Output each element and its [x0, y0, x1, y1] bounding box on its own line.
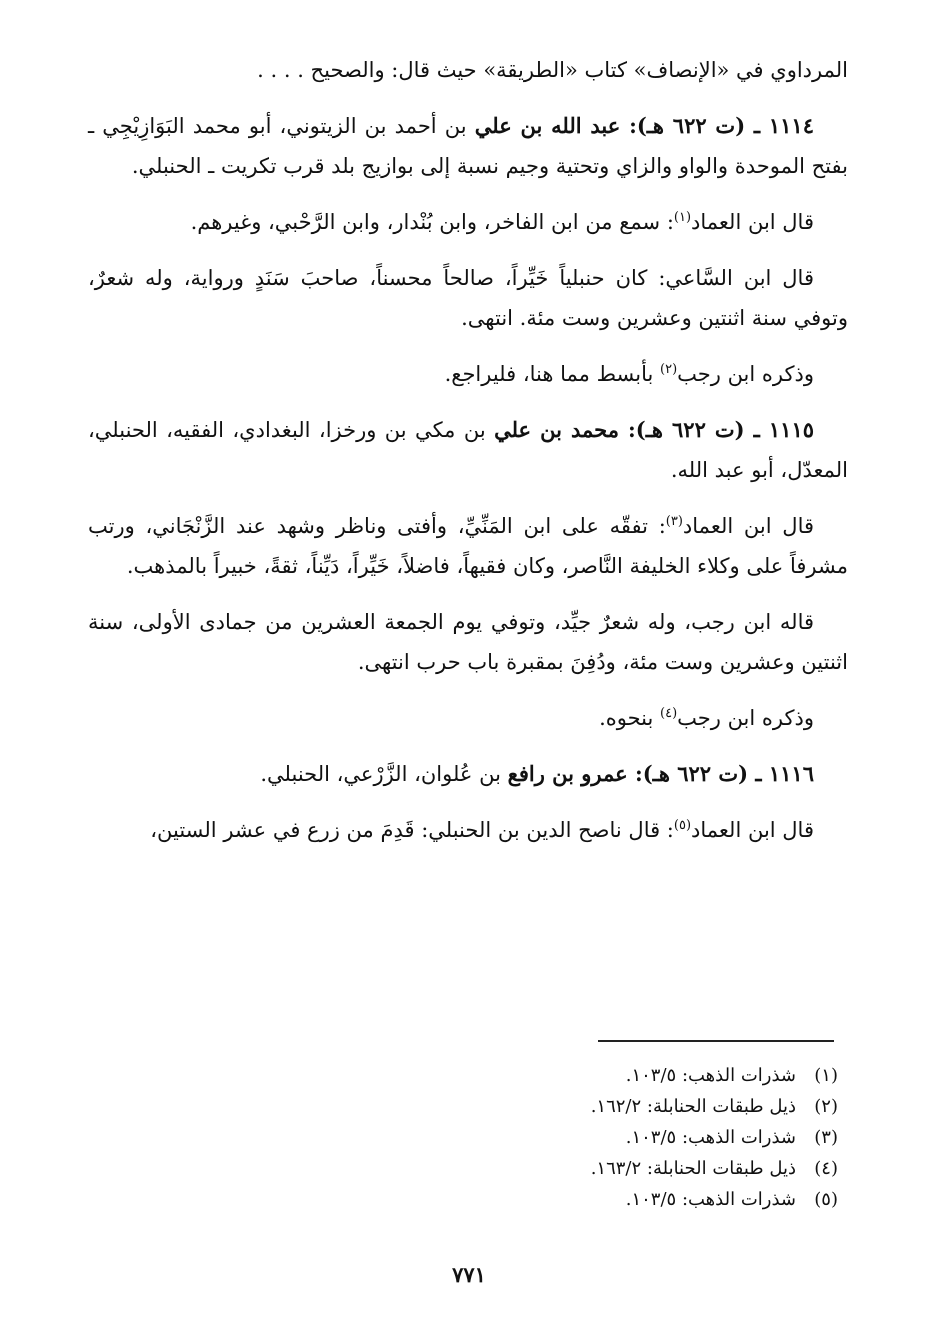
entry-number: ١١١٤ ـ (ت ٦٢٢ هـ): [620, 113, 814, 138]
entry-name: عبد الله بن علي [474, 113, 621, 138]
footnote-item [418, 1091, 838, 1122]
entry-1115 [88, 410, 848, 490]
paragraph-imad-3 [88, 810, 848, 850]
quote-text: : قال ناصح الدين بن الحنبلي: قَدِمَ من زرع في عشر الستين، [150, 818, 674, 842]
quote-text: بنحوه. [599, 706, 661, 730]
paragraph-rajab-said [88, 602, 848, 682]
quote-text: بأبسط مما هنا، فليراجع. [444, 362, 661, 386]
footnote-item [418, 1153, 838, 1184]
footnote-number: (٤) [814, 1158, 838, 1179]
entry-name: عمرو بن رافع [507, 761, 628, 786]
footnote-ref[interactable]: (٥) [673, 818, 692, 833]
footnote-number: (٣) [814, 1127, 838, 1148]
paragraph-imad-1 [88, 202, 848, 242]
footnote-ref[interactable]: (٣) [665, 514, 683, 529]
entry-text: بن أحمد بن الزيتوني، أبو محمد البَوَازِيْجِي ـ بفتح الموحدة والواو والزاي وتحتية وجيم نسبة إلى بوازيج بلد قرب تكريت ـ الحنبلي. [88, 114, 848, 178]
paragraph-imad-2 [88, 506, 848, 586]
footnote-ref[interactable]: (٤) [660, 706, 678, 721]
quote-source: وذكره ابن رجب [677, 706, 814, 730]
footnote-number: (٥) [814, 1189, 838, 1210]
entry-name: محمد بن علي [494, 417, 619, 442]
entry-text: بن عُلوان، الزَّرْعي، الحنبلي. [260, 762, 508, 786]
footnote-item [418, 1122, 838, 1153]
quote-source: قال ابن العماد [691, 210, 814, 234]
quote-text: : تفقّه على ابن المَنِّيِّ، وأفتى وناظر وشهد عند الزَّنْجَاني، ورتب مشرفاً على وكلاء الخليفة النَّاصر، وكان فقيهاً، فاضلاً، خَيِّراً، دَيِّناً، ثقةً، خبيراً بالمذهب. [88, 514, 848, 578]
entry-1116 [88, 754, 848, 794]
quote-source: قال ابن العماد [682, 514, 815, 538]
footnote-number: (٢) [814, 1096, 838, 1117]
footnote-number: (١) [814, 1065, 838, 1086]
quote-source: وذكره ابن رجب [677, 362, 814, 386]
intro-text: المرداوي في «الإنصاف» كتاب «الطريقة» حيث قال: والصحيح . . . . [257, 58, 848, 82]
footnote-text: ذيل طبقات الحنابلة: ١٦٢/٢. [590, 1096, 796, 1117]
paragraph-rajab-1 [88, 354, 848, 394]
paragraph-rajab-2 [88, 698, 848, 738]
entry-1114 [88, 106, 848, 186]
paragraph-saei [88, 258, 848, 338]
footnote-item [418, 1184, 838, 1215]
footnotes [418, 1060, 838, 1215]
footnote-text: شذرات الذهب: ١٠٣/٥. [625, 1189, 796, 1210]
entry-number: ١١١٥ ـ (ت ٦٢٢ هـ): [618, 417, 815, 442]
page-body [88, 50, 848, 866]
entry-text: بن مكي بن ورخزا، البغدادي، الفقيه، الحنبلي، المعدّل، أبو عبد الله. [88, 418, 848, 482]
intro-line [88, 50, 848, 90]
quote-source: قال ابن العماد [691, 818, 814, 842]
footnote-text: ذيل طبقات الحنابلة: ١٦٣/٢. [590, 1158, 796, 1179]
footnote-text: شذرات الذهب: ١٠٣/٥. [625, 1127, 796, 1148]
entry-number: ١١١٦ ـ (ت ٦٢٢ هـ): [627, 761, 814, 786]
footnote-ref[interactable]: (٢) [660, 362, 678, 377]
footnote-item [418, 1060, 838, 1091]
quote-text: : سمع من ابن الفاخر، وابن بُنْدار، وابن الرَّحْبي، وغيرهم. [190, 210, 674, 234]
footnote-divider [598, 1040, 834, 1042]
quote-text: قال ابن السَّاعي: كان حنبلياً خَيِّراً، صالحاً محسناً، صاحبَ سَنَدٍ ورواية، وله شعرٌ، وتوفي سنة اثنتين وعشرين وست مئة. انتهى. [88, 266, 848, 330]
page-number: ٧٧١ [452, 1262, 486, 1287]
footnote-ref[interactable]: (١) [673, 210, 692, 225]
footnote-text: شذرات الذهب: ١٠٣/٥. [625, 1065, 796, 1086]
quote-text: قاله ابن رجب، وله شعرٌ جيِّد، وتوفي يوم الجمعة العشرين من جمادى الأولى، سنة اثنتين وعشرين وست مئة، ودُفِنَ بمقبرة باب حرب انتهى. [88, 610, 848, 674]
